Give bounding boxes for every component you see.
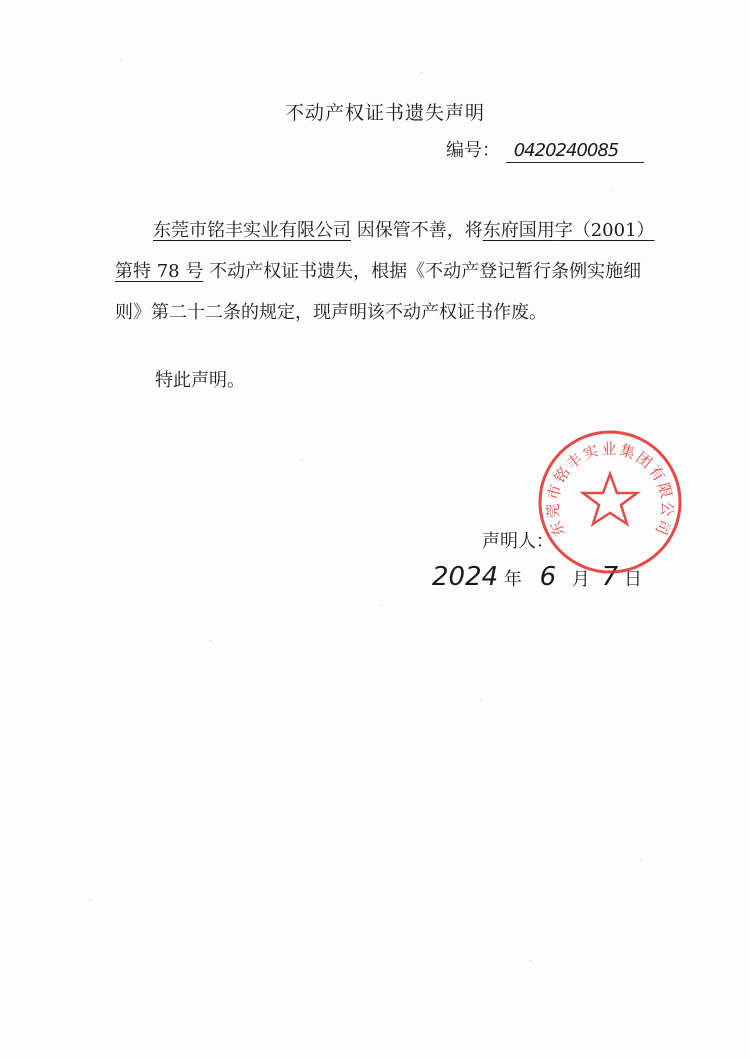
body-text-1: 因保管不善，将 bbox=[351, 220, 483, 241]
certificate-number-row bbox=[446, 136, 644, 163]
date-day: 7 bbox=[601, 562, 619, 592]
seal-text: 东莞市铭丰实业集团有限公司 bbox=[543, 439, 677, 540]
company-seal bbox=[536, 428, 684, 576]
closing-statement: 特此声明。 bbox=[155, 370, 245, 391]
declaration-body bbox=[115, 210, 655, 333]
seal-star-icon bbox=[583, 474, 637, 524]
certificate-id-part1: 东府国用 bbox=[482, 220, 555, 241]
company-name: 东莞市铭丰实业有限公司 bbox=[153, 220, 351, 241]
indent bbox=[115, 220, 153, 241]
date-day-unit: 日 bbox=[623, 569, 642, 590]
date-year: 2024 bbox=[432, 562, 499, 592]
svg-text:东莞市铭丰实业集团有限公司 bbox=[544, 440, 677, 539]
number-value: 0420240085 bbox=[506, 140, 644, 163]
date-year-unit: 年 bbox=[503, 569, 522, 590]
number-label: 编号： bbox=[446, 140, 500, 161]
date-month-unit: 月 bbox=[571, 569, 590, 590]
date-month: 6 bbox=[539, 562, 557, 592]
body-text-2: 不动产权证书遗失，根据《不动产登记暂行条例实施细则》第二十二条的规定，现声明该不动产权证书作废。 bbox=[115, 261, 642, 323]
certificate-id-part2: 字（2001）第特 78 号 bbox=[115, 220, 655, 282]
declarant-label: 声明人： bbox=[482, 531, 554, 552]
document-title: 不动产权证书遗失声明 bbox=[284, 102, 485, 124]
